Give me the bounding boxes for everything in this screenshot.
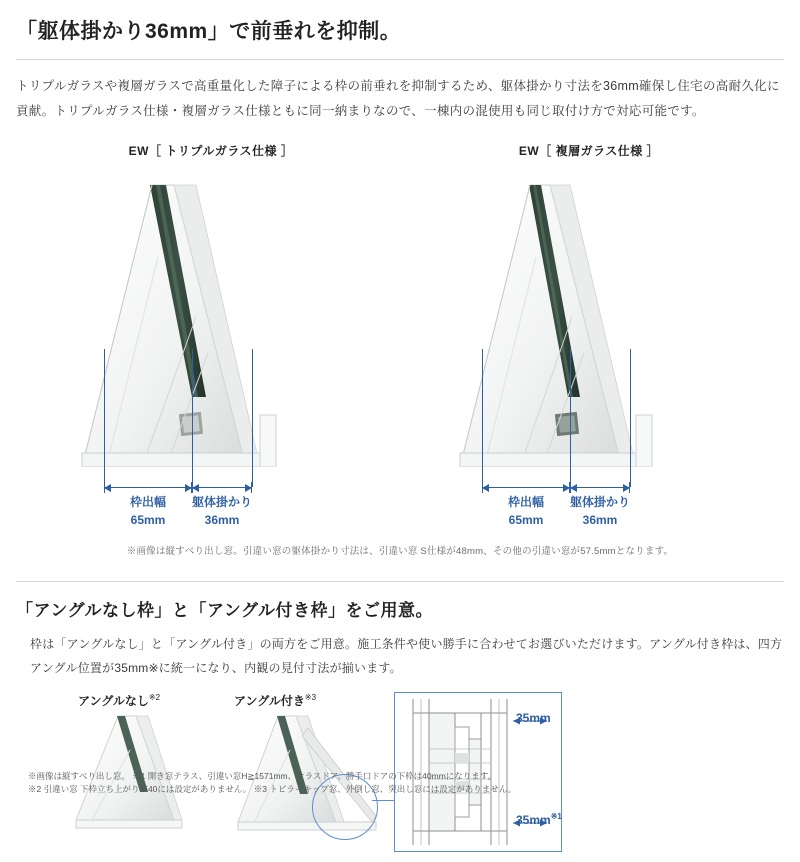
figure-row-glass-specs bbox=[16, 142, 784, 539]
section2-paragraph: 枠は「アングルなし」と「アングル付き」の両方をご用意。施工条件や使い勝手に合わせてお選びいただけます。アングル付き枠は、四方アングル位置が35mm※に統一になり、内観の見付寸法が揃います。 bbox=[30, 637, 783, 675]
detail-dim-bottom-sup: ※1 bbox=[550, 812, 562, 822]
caption-sup-with-angle: ※3 bbox=[304, 693, 317, 703]
dim-label-kutaikakari-triple: 躯体掛かり bbox=[192, 495, 253, 510]
dimensions-triple bbox=[46, 469, 376, 539]
figure-caption-no-angle bbox=[78, 692, 160, 709]
dim-value-kutaikakari-double: 36mm bbox=[582, 513, 618, 528]
caption-text-no-angle: アングルなし bbox=[78, 694, 149, 709]
dim-label-kutaikakari-double: 躯体掛かり bbox=[570, 495, 631, 510]
section1-paragraph: トリプルガラスや複層ガラスで高重量化した障子による枠の前垂れを抑制するため、躯体掛かり寸法を36mm確保し住宅の高耐久化に貢献。トリプルガラス仕様・複層ガラス仕様ともに同一納まりなので、一棟内の混使用も同じ取付け方で対応可能です。 bbox=[16, 79, 780, 119]
section-angle-frame bbox=[0, 557, 800, 862]
dim-value-wakudashi-triple: 65mm bbox=[130, 513, 166, 528]
detail-dim-top bbox=[516, 710, 551, 725]
caption-text-with-angle: アングル付き bbox=[234, 694, 305, 709]
section1-note: ※画像は縦すべり出し窓。引違い窓の躯体掛かり寸法は、引違い窓 S仕様が48mm、その他の引違い窓が57.5mmとなります。 bbox=[126, 546, 674, 558]
figure-image-double bbox=[424, 167, 754, 467]
figure-caption-double: EW［ 複層ガラス仕様 ］ bbox=[518, 144, 660, 159]
footnote-1: ※画像は縦すべり出し窓。 ※1 開き窓テラス、引違い窓H≧1571mm、テラスドア、勝手口ドアの下枠は40mmになります。 bbox=[28, 770, 497, 781]
section2-footnotes bbox=[28, 770, 516, 796]
section2-title: 「アングルなし枠」と「アングル付き枠」をご用意。 bbox=[16, 601, 433, 621]
figure-image-triple bbox=[46, 167, 376, 467]
divider-top bbox=[16, 59, 784, 60]
footnote-2: ※2 引違い窓 下枠立ち上がりが40には設定がありません。 ※3 トビラーキップ窓、外倒し窓、突出し窓には設定がありません。 bbox=[28, 783, 517, 794]
figure-triple-glass bbox=[22, 142, 400, 539]
detail-dim-bottom-value: 35mm bbox=[516, 813, 551, 828]
detail-dim-bottom bbox=[516, 812, 562, 827]
dim-value-kutaikakari-triple: 36mm bbox=[204, 513, 240, 528]
dim-label-wakudashi-triple: 枠出幅 bbox=[129, 495, 166, 510]
window-section-drawing-double bbox=[424, 167, 754, 467]
divider-mid bbox=[16, 581, 784, 582]
figure-caption-with-angle bbox=[234, 692, 316, 709]
detail-dim-top-value: 35mm bbox=[516, 711, 551, 726]
dim-label-wakudashi-double: 枠出幅 bbox=[507, 495, 544, 510]
caption-sup-no-angle: ※2 bbox=[148, 693, 161, 703]
dim-value-wakudashi-double: 65mm bbox=[508, 513, 544, 528]
window-section-drawing-triple bbox=[46, 167, 376, 467]
figure-double-glass bbox=[400, 142, 778, 539]
page-title: 「躯体掛かり36mm」で前垂れを抑制。 bbox=[16, 20, 402, 43]
callout-leader-line bbox=[372, 800, 396, 801]
figure-caption-triple: EW［ トリプルガラス仕様 ］ bbox=[128, 144, 294, 159]
dimensions-double bbox=[424, 469, 754, 539]
